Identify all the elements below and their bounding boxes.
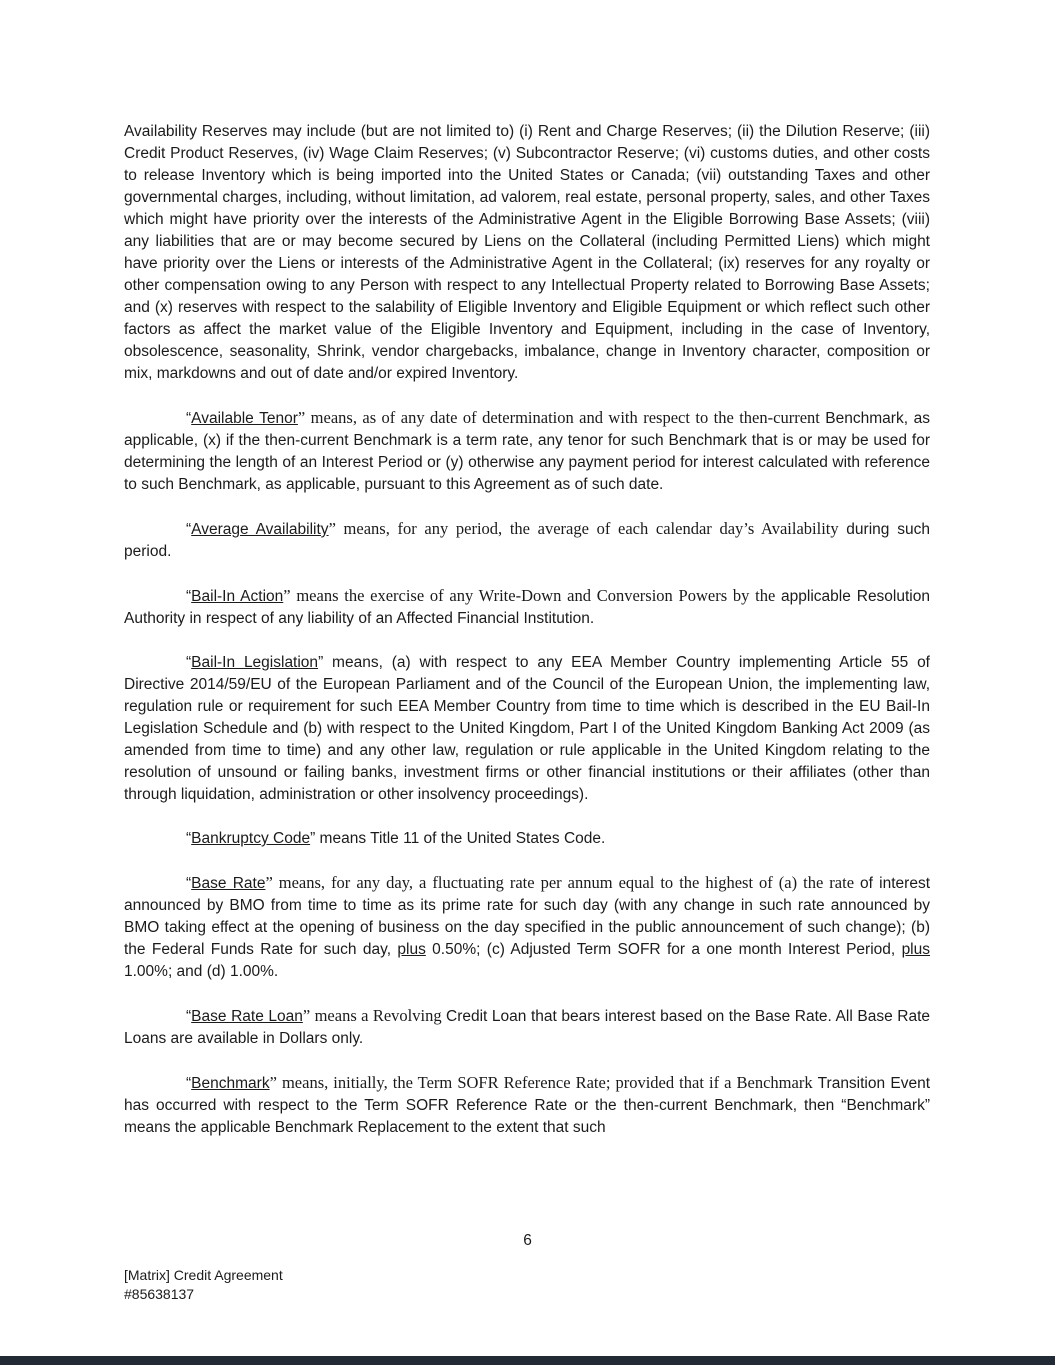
defined-term: Base Rate Loan — [191, 1008, 303, 1025]
footer-matter-line: [Matrix] Credit Agreement — [124, 1267, 283, 1283]
document-footer — [124, 1266, 283, 1304]
text-run: “ — [186, 875, 192, 892]
page-number: 6 — [523, 1232, 532, 1249]
text-run: “ — [186, 1075, 192, 1092]
paragraph — [124, 828, 930, 850]
text-run: Credit Loan that bears interest based on the Base Rate. All Base Rate Loans are available in Dollars only. — [124, 1008, 931, 1047]
paragraph — [124, 585, 930, 630]
text-run: ” means, initially, the Term SOFR Reference Rate; provided that if a Benchmark — [269, 1073, 818, 1092]
window-bottom-edge — [0, 1356, 1055, 1365]
text-run: “ — [186, 588, 192, 605]
text-run: ” means the exercise of any Write-Down and Conversion Powers by the — [283, 586, 782, 605]
text-run: Availability Reserves may include (but are not limited to) (i) Rent and Charge Reserves; (ii) the Dilution Reserve; (iii) Credit Product Reserves, (iv) Wage Claim Reserves; (v) Subcontractor Reserve; (vi) customs duties, and other costs to release Inventory which is being imported into the United States or Canada; (vii) outstanding Taxes and other governmental charges, including, without limitation, ad valorem, real estate, personal property, sales, and other Taxes which might have priority over the interests of the Administrative Agent in the Eligible Borrowing Base Assets; (viii) any liabilities that are or may become secured by Liens on the Collateral (including Permitted Liens) which might have priority over the Liens or interests of the Administrative Agent in the Collateral; (ix) reserves for any royalty or other compensation owing to any Person with respect to any Intellectual Property related to Borrowing Base Assets; and (x) reserves with respect to the salability of Eligible Inventory and Eligible Equipment or which reflect such other factors as affect the market value of the Eligible Inventory and Equipment, including in the case of Inventory, obsolescence, seasonality, Shrink, vendor chargebacks, imbalance, change in Inventory character, composition or mix, markdowns and out of date and/or expired Inventory. — [124, 123, 930, 382]
footer-document-number: #85638137 — [124, 1286, 195, 1302]
text-run: ” means, for any period, the average of each calendar day’s Availability — [328, 519, 847, 538]
text-run: ” means, as of any date of determination and with respect to the then-current — [297, 408, 826, 427]
paragraph — [124, 407, 930, 496]
defined-term: Base Rate — [191, 875, 266, 892]
defined-term: Bail-In Legislation — [191, 654, 319, 671]
paragraph — [124, 518, 930, 563]
text-run: ” means Title 11 of the United States Code. — [310, 830, 606, 847]
paragraph — [124, 1005, 930, 1050]
defined-term: plus — [397, 941, 426, 958]
text-run: ” means, (a) with respect to any EEA Member Country implementing Article 55 of Directive 2014/59/EU of the European Parliament and of the Council of the European Union, the implementing law, regulation rule or requirement for such EEA Member Country from time to time which is described in the EU Bail-In Legislation Schedule and (b) with respect to the United Kingdom, Part I of the United Kingdom Banking Act 2009 (as amended from time to time) and any other law, regulation or rule applicable in the United Kingdom relating to the resolution of unsound or failing banks, investment firms or other financial institutions or their affiliates (other than through liquidation, administration or other insolvency proceedings). — [124, 654, 930, 803]
text-run: ” means, for any day, a fluctuating rate per annum equal to the highest of (a) the rate — [265, 873, 861, 892]
text-run: Benchmark, as applicable, (x) if the then-current Benchmark is a term rate, any tenor for such Benchmark that is or may be used for determining the length of an Interest Period or (y) otherwise any payment period for interest calculated with reference to such Benchmark, as applicable, pursuant to this Agreement as of such date. — [124, 410, 930, 493]
paragraph — [124, 872, 930, 983]
text-run: 1.00%; and (d) 1.00%. — [124, 963, 279, 980]
document-body — [124, 121, 930, 1161]
text-run: “ — [186, 830, 192, 847]
defined-term: Benchmark — [191, 1075, 270, 1092]
text-run: ” means a Revolving — [302, 1006, 446, 1025]
text-run: 0.50%; (c) Adjusted Term SOFR for a one month Interest Period, — [425, 941, 902, 958]
text-run: “ — [186, 654, 192, 671]
text-run: “ — [186, 521, 192, 538]
text-run: applicable Resolution Authority in respect of any liability of an Affected Financial Institution. — [124, 588, 930, 627]
defined-term: Bail-In Action — [191, 588, 284, 605]
defined-term: Bankruptcy Code — [191, 830, 311, 847]
paragraph — [124, 652, 930, 806]
text-run: of interest announced by BMO from time to time as its prime rate for such day (with any change in such rate announced by BMO taking effect at the opening of business on the day specified in the public announcement of such change); (b) the Federal Funds Rate for such day, — [124, 875, 930, 958]
paragraph — [124, 121, 930, 385]
text-run: “ — [186, 1008, 192, 1025]
defined-term: plus — [901, 941, 930, 958]
paragraph — [124, 1072, 930, 1139]
text-run: during such period. — [124, 521, 930, 560]
defined-term: Average Availability — [191, 521, 329, 538]
text-run: Transition Event has occurred with respect to the Term SOFR Reference Rate or the then-current Benchmark, then “Benchmark” means the applicable Benchmark Replacement to the extent that such — [124, 1075, 931, 1136]
defined-term: Available Tenor — [191, 410, 298, 427]
text-run: “ — [186, 410, 192, 427]
